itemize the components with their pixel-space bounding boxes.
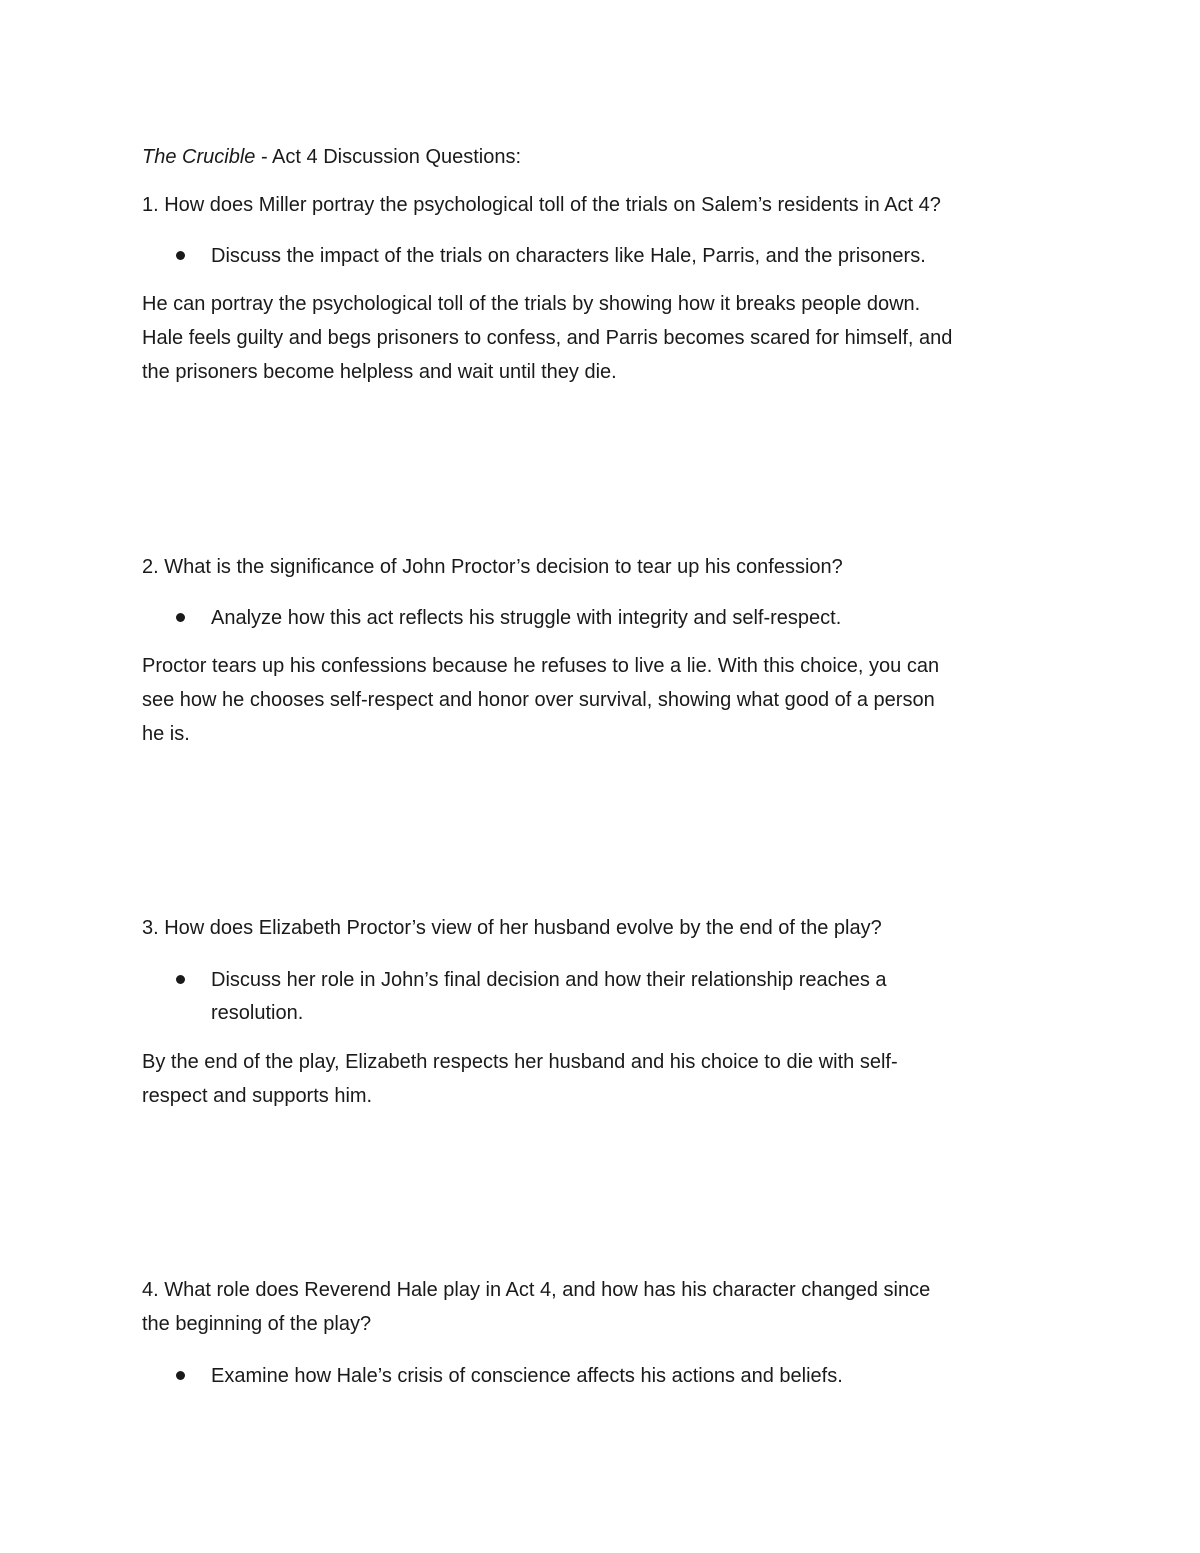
question-3: 3. How does Elizabeth Proctor’s view of her husband evolve by the end of the play? <box>142 917 882 939</box>
prompt-4: Examine how Hale’s crisis of conscience affects his actions and beliefs. <box>211 1365 843 1387</box>
answer-1-line-3: the prisoners become helpless and wait until they die. <box>142 361 617 383</box>
question-4-line-2: the beginning of the play? <box>142 1313 372 1335</box>
answer-2-line-3: he is. <box>142 723 190 745</box>
question-4-line-1: 4. What role does Reverend Hale play in Act 4, and how has his character changed since <box>142 1279 931 1301</box>
bullet-icon <box>176 251 185 260</box>
prompt-3-line-1: Discuss her role in John’s final decision and how their relationship reaches a <box>211 969 887 991</box>
question-1: 1. How does Miller portray the psychological toll of the trials on Salem’s residents in Act 4? <box>142 194 941 216</box>
bullet-icon <box>176 613 185 622</box>
answer-1-line-2: Hale feels guilty and begs prisoners to confess, and Parris becomes scared for himself, and <box>142 327 953 349</box>
answer-2-line-1: Proctor tears up his confessions because he refuses to live a lie. With this choice, you can <box>142 655 940 677</box>
question-2: 2. What is the significance of John Proctor’s decision to tear up his confession? <box>142 556 843 578</box>
answer-3-line-1: By the end of the play, Elizabeth respects her husband and his choice to die with self- <box>142 1051 898 1073</box>
answer-2-line-2: see how he chooses self-respect and honor over survival, showing what good of a person <box>142 689 935 711</box>
bullet-icon <box>176 975 185 984</box>
title-italic: The Crucible <box>142 146 256 168</box>
prompt-1: Discuss the impact of the trials on characters like Hale, Parris, and the prisoners. <box>211 245 926 267</box>
answer-3-line-2: respect and supports him. <box>142 1085 373 1107</box>
answer-1-line-1: He can portray the psychological toll of the trials by showing how it breaks people down. <box>142 293 921 315</box>
document-title <box>142 140 521 174</box>
bullet-icon <box>176 1371 185 1380</box>
prompt-2: Analyze how this act reflects his struggle with integrity and self-respect. <box>211 607 842 629</box>
prompt-3-line-2: resolution. <box>211 1002 304 1024</box>
title-rest: - Act 4 Discussion Questions: <box>255 146 522 168</box>
